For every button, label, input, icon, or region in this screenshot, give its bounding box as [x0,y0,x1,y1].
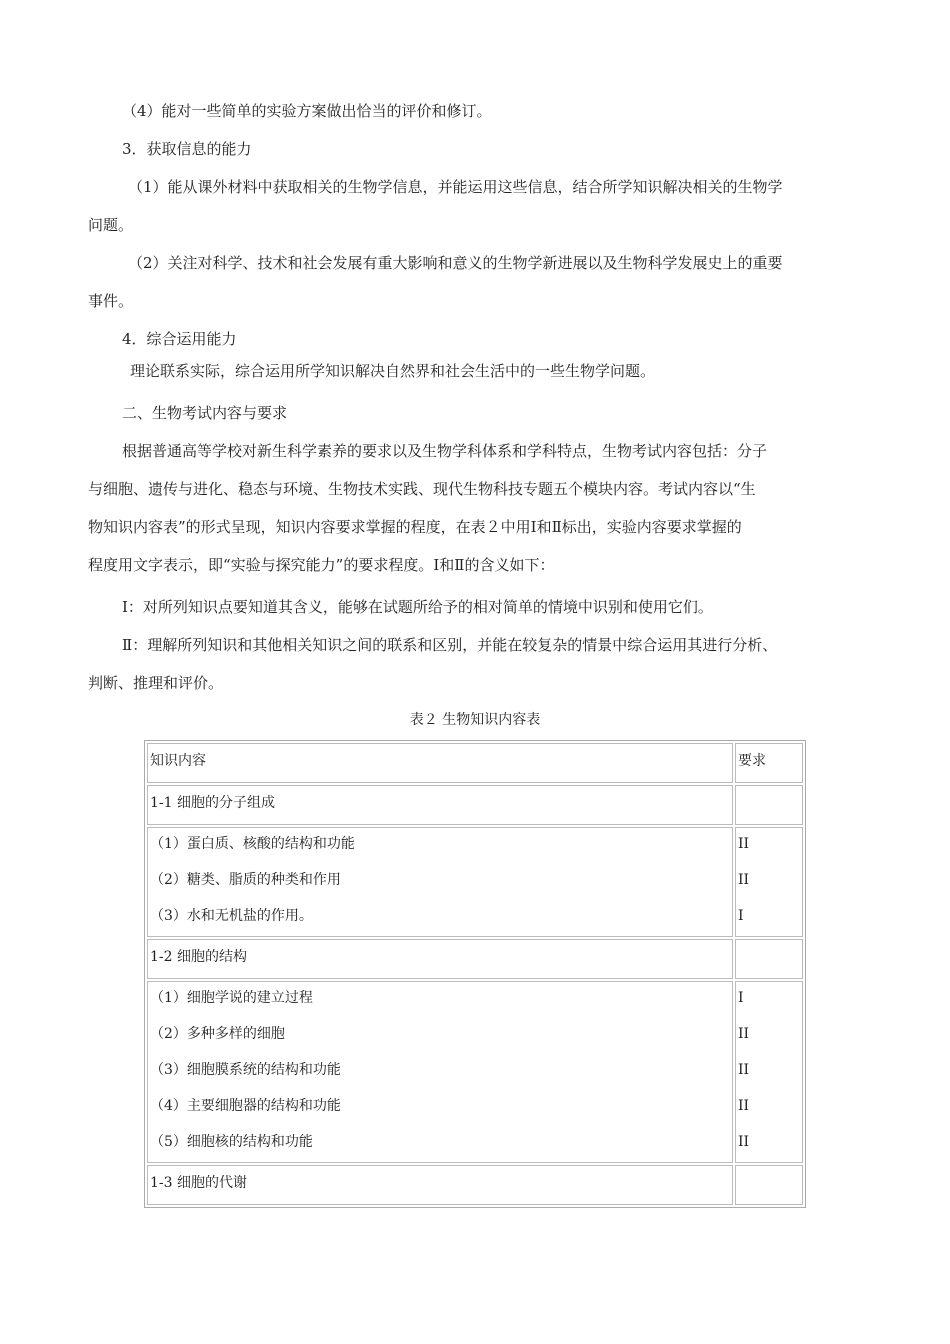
section-title: 1-2 细胞的结构 [147,939,733,979]
header-content: 知识内容 [147,743,733,783]
section-heading: 4．综合运用能力 [122,330,237,348]
table-section-row [147,1165,803,1205]
paragraph: 判断、推理和评价。 [88,674,224,692]
table-section-row [147,785,803,825]
knowledge-table [144,740,806,1208]
section-title: 1-3 细胞的代谢 [147,1165,733,1205]
requirement-level: II [738,1134,750,1150]
paragraph: （1）能从课外材料中获取相关的生物学信息，并能运用这些信息，结合所学知识解决相关的生物学 [128,178,783,196]
list-item: （3）水和无机盐的作用。 [150,908,313,924]
paragraph: 物知识内容表”的形式呈现，知识内容要求掌握的程度，在表２中用Ⅰ和Ⅱ标出，实验内容要求掌握的 [88,518,742,536]
list-item: （3）细胞膜系统的结构和功能 [150,1062,341,1078]
table-items-row [147,827,803,937]
list-item: （1）蛋白质、核酸的结构和功能 [150,836,355,852]
section-heading: 3．获取信息的能力 [122,140,252,158]
section-heading: 二、生物考试内容与要求 [122,404,288,422]
requirement-level: II [738,872,750,888]
requirement-level: II [738,836,750,852]
table-section-row [147,939,803,979]
list-item: （1）细胞学说的建立过程 [150,990,313,1006]
paragraph: 事件。 [88,292,134,310]
requirement-level: I [738,990,744,1006]
section-title: 1-1 细胞的分子组成 [147,785,733,825]
header-requirement: 要求 [735,743,803,783]
requirement-level: II [738,1062,750,1078]
paragraph: Ⅱ：理解所列知识和其他相关知识之间的联系和区别，并能在较复杂的情景中综合运用其进行分析、 [122,636,778,654]
list-item: （2）糖类、脂质的种类和作用 [150,872,341,888]
paragraph: （4）能对一些简单的实验方案做出恰当的评价和修订。 [122,102,492,120]
paragraph: 根据普通高等学校对新生科学素养的要求以及生物学科体系和学科特点，生物考试内容包括：分子 [122,442,768,460]
paragraph: （2）关注对科学、技术和社会发展有重大影响和意义的生物学新进展以及生物科学发展史上的重要 [128,254,783,272]
list-item: （5）细胞核的结构和功能 [150,1134,313,1150]
paragraph: 程度用文字表示，即“实验与探究能力”的要求程度。Ⅰ和Ⅱ的含义如下： [88,556,555,574]
paragraph: 与细胞、遗传与进化、稳态与环境、生物技术实践、现代生物科技专题五个模块内容。考试内容以“生 [88,480,756,498]
list-item: （4）主要细胞器的结构和功能 [150,1098,341,1114]
requirement-level: I [738,908,744,924]
requirement-level: II [738,1026,750,1042]
table-header-row [147,743,803,783]
paragraph: Ⅰ：对所列知识点要知道其含义，能够在试题所给予的相对简单的情境中识别和使用它们。 [122,598,713,616]
paragraph: 问题。 [88,216,134,234]
list-item: （2）多种多样的细胞 [150,1026,285,1042]
paragraph: 理论联系实际，综合运用所学知识解决自然界和社会生活中的一些生物学问题。 [130,362,656,380]
table-items-row [147,981,803,1163]
table-caption: 表２ 生物知识内容表 [409,712,541,728]
requirement-level: II [738,1098,750,1114]
